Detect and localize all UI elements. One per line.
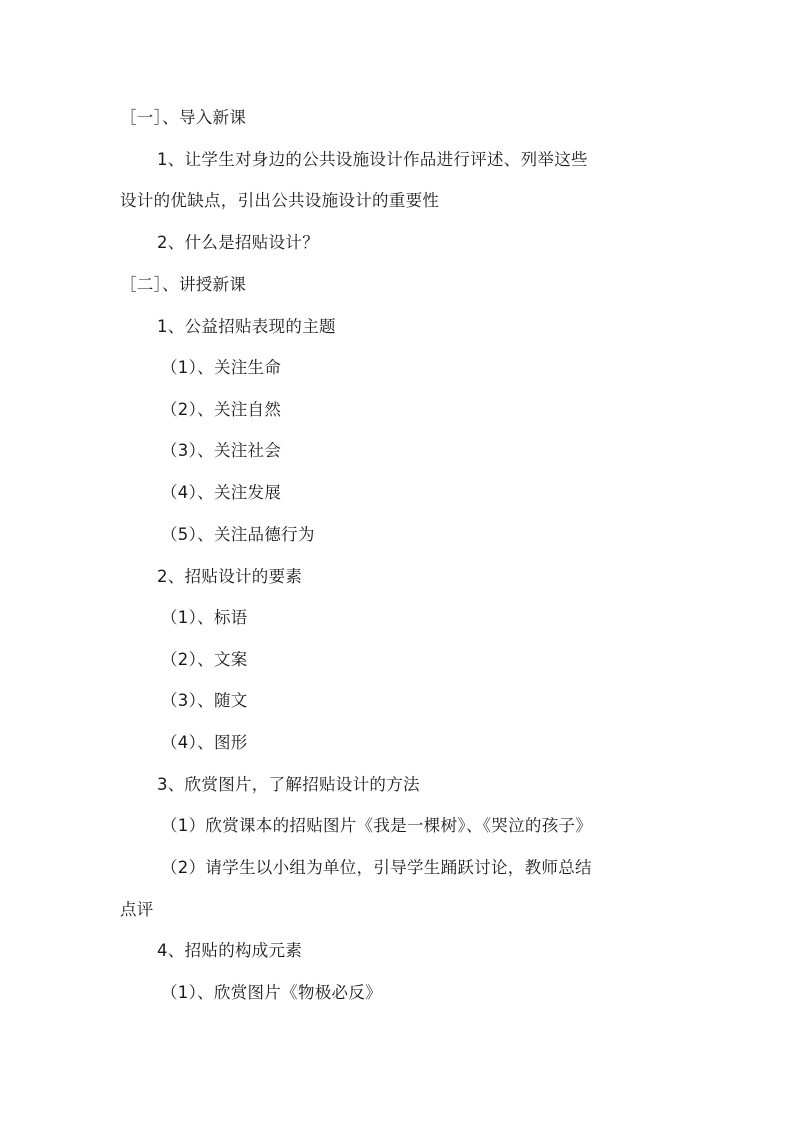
sub-list-item: （1）、关注生命 [161,358,282,377]
list-item: 1、公益招贴表现的主题 [157,317,336,336]
paragraph-line: 点评 [120,900,154,919]
sub-list-item: （1）、欣赏图片《物极必反》 [161,983,382,1002]
sub-list-item: （1）欣赏课本的招贴图片《我是一棵树》、《哭泣的孩子》 [161,816,593,835]
paragraph-line: 1、让学生对身边的公共设施设计作品进行评述、列举这些 [157,150,588,169]
paragraph-line: 设计的优缺点，引出公共设施设计的重要性 [120,191,440,210]
sub-list-item: （3）、随文 [161,691,248,710]
sub-list-item: （1）、标语 [161,608,248,627]
sub-list-item: （2）请学生以小组为单位，引导学生踊跃讨论，教师总结 [161,858,592,877]
section-heading-intro: ［一］、导入新课 [120,108,247,127]
list-item: 2、什么是招贴设计？ [157,233,319,252]
sub-list-item: （4）、图形 [161,733,248,752]
list-item: 2、招贴设计的要素 [157,567,303,586]
sub-list-item: （3）、关注社会 [161,441,282,460]
sub-list-item: （2）、关注自然 [161,400,282,419]
sub-list-item: （4）、关注发展 [161,483,282,502]
list-item: 4、招贴的构成元素 [157,941,303,960]
section-heading-teaching: ［二］、讲授新课 [120,275,247,294]
sub-list-item: （5）、关注品德行为 [161,525,315,544]
list-item: 3、欣赏图片，了解招贴设计的方法 [157,775,420,794]
sub-list-item: （2）、文案 [161,650,248,669]
